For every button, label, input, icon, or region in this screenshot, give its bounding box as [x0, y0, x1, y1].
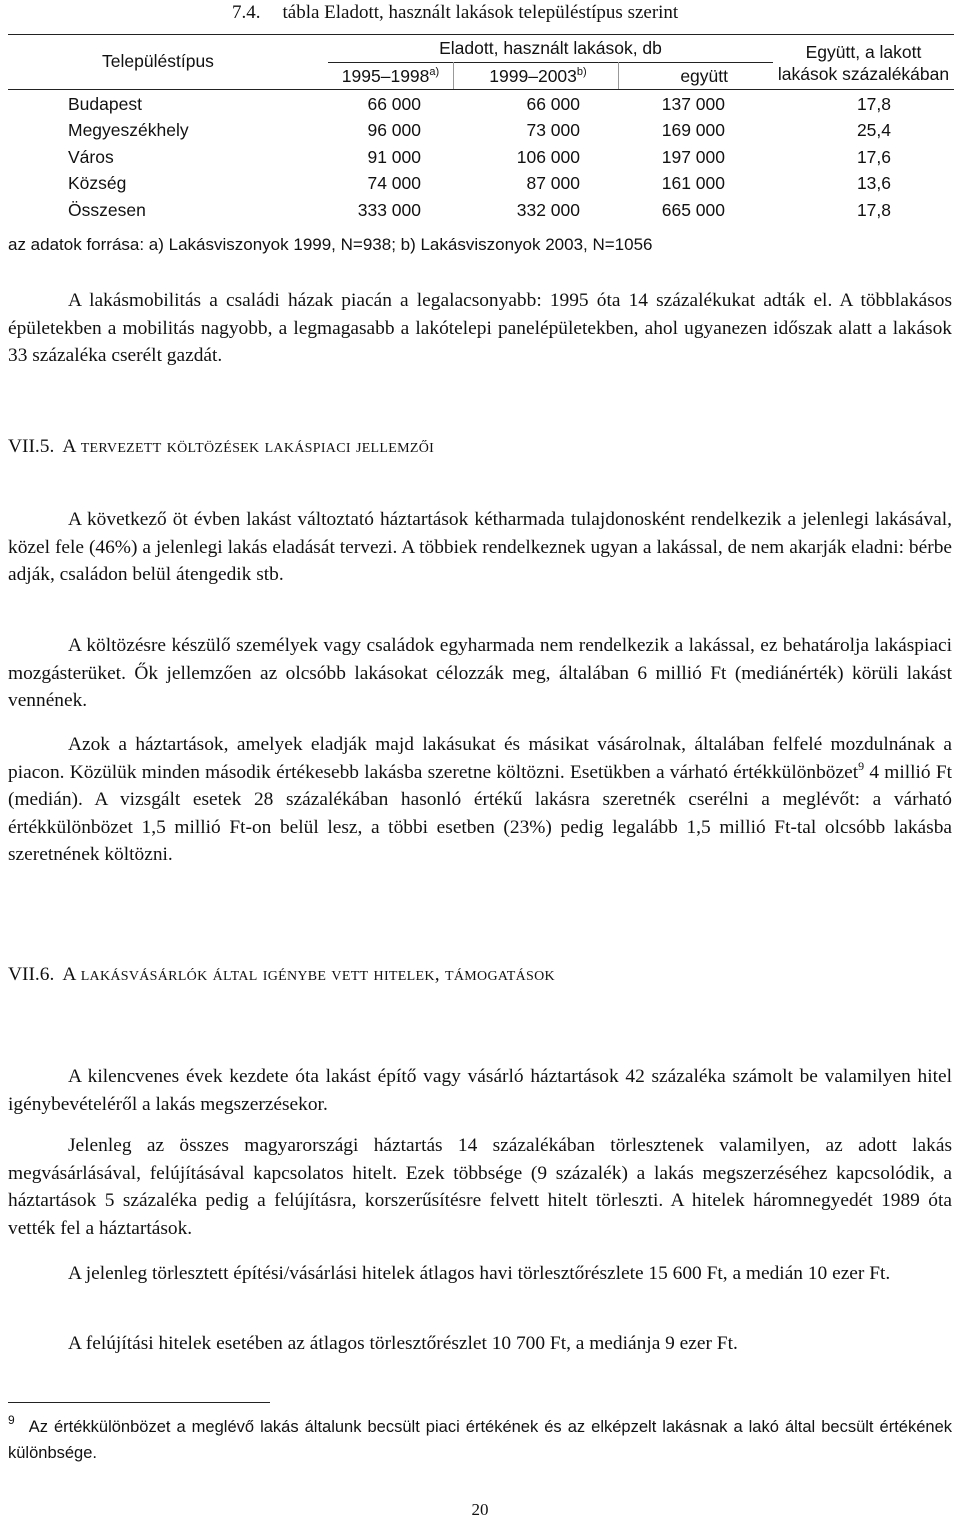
section-heading-7-6: [8, 964, 555, 986]
header-pct-2: lakások százalékában: [777, 64, 950, 84]
table-number: 7.4.: [232, 2, 261, 23]
row-c1: 333 000: [357, 200, 421, 220]
header-type: Településtípus: [102, 51, 214, 71]
header-pct-1: Együtt, a lakott: [805, 42, 922, 62]
header-col3: együtt: [680, 66, 728, 86]
section-title: A lakásvásárlók által igénybe vett hitelek, támogatások: [62, 964, 555, 985]
row-c2: 66 000: [526, 94, 580, 114]
paragraph-mobility: A lakásmobilitás a családi házak piacán a legalacsonyabb: 1995 óta 14 százalékukat adták el. A többlakásos épületekben a mobilitás nagyobb, a legmagasabb a lakótelepi panelépületekben, ahol ugyanezen időszak alatt a lakások 33 százaléka cserélt gazdát.: [8, 290, 952, 366]
footnote-ref: 9: [858, 758, 865, 773]
footnote-rule: [8, 1402, 270, 1403]
row-c3: 137 000: [661, 94, 725, 114]
paragraph-current-loans: Jelenleg az összes magyarországi háztartás 14 százalékában törlesztenek valamilyen, az adott lakás megvásárlásával, felújításával kapcsolatos hitelt. Ezek többsége (9 százalék) a lakás megszerzéséhez kapcsolódik, a háztartások 5 százaléka pedig a felújításra, korszerűsítésre felvett hitelt törleszti. A hitelek háromnegyedét 1989 óta vették fel a háztartások.: [8, 1135, 952, 1239]
table-caption: [232, 2, 678, 24]
row-c2: 73 000: [526, 120, 580, 140]
paragraph-non-owners: A költözésre készülő személyek vagy családok egyharmada nem rendelkezik a lakással, ez behatárolja lakáspiaci mozgásterüket. Ők jellemzően az olcsóbb lakásokat célozzák meg, általában 6 millió Ft (mediánérték) körüli lakást vennének.: [8, 635, 952, 711]
section-number: VII.5.: [8, 436, 55, 457]
paragraph-owners: A következő öt évben lakást változtató háztartások kétharmada tulajdonosként rendelkezik a jelenlegi lakásával, közel fele (46%) a jelenlegi lakás eladását tervezi. A többiek rendelkeznek ugyan a lakással, de nem akarják eladni: bérbe adják, családon belül átengedik stb.: [8, 509, 952, 585]
row-pct: 17,8: [856, 200, 891, 220]
section-number: VII.6.: [8, 964, 55, 985]
row-pct: 13,6: [856, 173, 891, 193]
paragraph-credit-use: A kilencvenes évek kezdete óta lakást építő vagy vásárló háztartások 42 százaléka számolt be valamilyen hitel igénybevételéről a lakás megszerzésekor.: [8, 1066, 952, 1115]
row-c2: 332 000: [516, 200, 580, 220]
row-c3: 665 000: [661, 200, 725, 220]
footnote-marker: 9: [8, 1413, 15, 1427]
row-type: Megyeszékhely: [68, 120, 189, 140]
row-pct: 25,4: [856, 120, 891, 140]
row-c2: 106 000: [516, 147, 580, 167]
header-group: Eladott, használt lakások, db: [439, 38, 662, 58]
row-c1: 74 000: [367, 173, 421, 193]
row-c3: 169 000: [661, 120, 725, 140]
table-title: tábla Eladott, használt lakások településtípus szerint: [282, 2, 679, 23]
header-col1: 1995–1998$^{a)}$: [341, 66, 440, 86]
data-table: [8, 34, 954, 234]
row-type: Község: [68, 173, 127, 193]
footnote-text: Az értékkülönbözet a meglévő lakás általunk becsült piaci értékének és az elképzelt lakásnak a lakó által becsült értékének különbsége.: [8, 1418, 952, 1462]
row-c2: 87 000: [526, 173, 580, 193]
section-heading-7-5: [8, 436, 434, 458]
page-number: 20: [471, 1500, 489, 1519]
footnote: [8, 1414, 952, 1466]
paragraph-upward-movers: Azok a háztartások, amelyek eladják majd lakásukat és másikat vásárolnak, általában felfelé mozdulnának a piacon. Közülük minden második értékesebb lakásba szeretne költözni. Esetükben a várható értékkülönbözet$^9$ 4 millió Ft (medián). A vizsgált esetek 28 százalékában hasonló értékű lakásra szeretnék cserélni a meglévőt: a várható értékkülönbözet 1,5 millió Ft-on belül lesz, a többi esetben (23%) pedig legalább 1,5 millió Ft-tal olcsóbb lakásba szeretnének költözni.: [8, 734, 952, 865]
paragraph-installments: A jelenleg törlesztett építési/vásárlási hitelek átlagos havi törlesztőrészlete 15 600 Ft, a medián 10 ezer Ft.: [68, 1263, 891, 1284]
paragraph-renovation-loans: A felújítási hitelek esetében az átlagos törlesztőrészlet 10 700 Ft, a mediánja 9 ezer Ft.: [68, 1333, 738, 1354]
header-col2: 1999–2003$^{b)}$: [489, 66, 587, 86]
section-title: A tervezett költözések lakáspiaci jellemzői: [62, 436, 435, 457]
row-c3: 161 000: [661, 173, 725, 193]
row-type: Város: [68, 147, 114, 167]
row-type: Összesen: [68, 200, 146, 220]
row-c1: 96 000: [367, 120, 421, 140]
row-c1: 66 000: [367, 94, 421, 114]
table-source-note: az adatok forrása: a) Lakásviszonyok 1999, N=938; b) Lakásviszonyok 2003, N=1056: [8, 235, 653, 254]
row-c3: 197 000: [661, 147, 725, 167]
row-c1: 91 000: [367, 147, 421, 167]
row-type: Budapest: [68, 94, 142, 114]
row-pct: 17,6: [856, 147, 891, 167]
row-pct: 17,8: [856, 94, 891, 114]
